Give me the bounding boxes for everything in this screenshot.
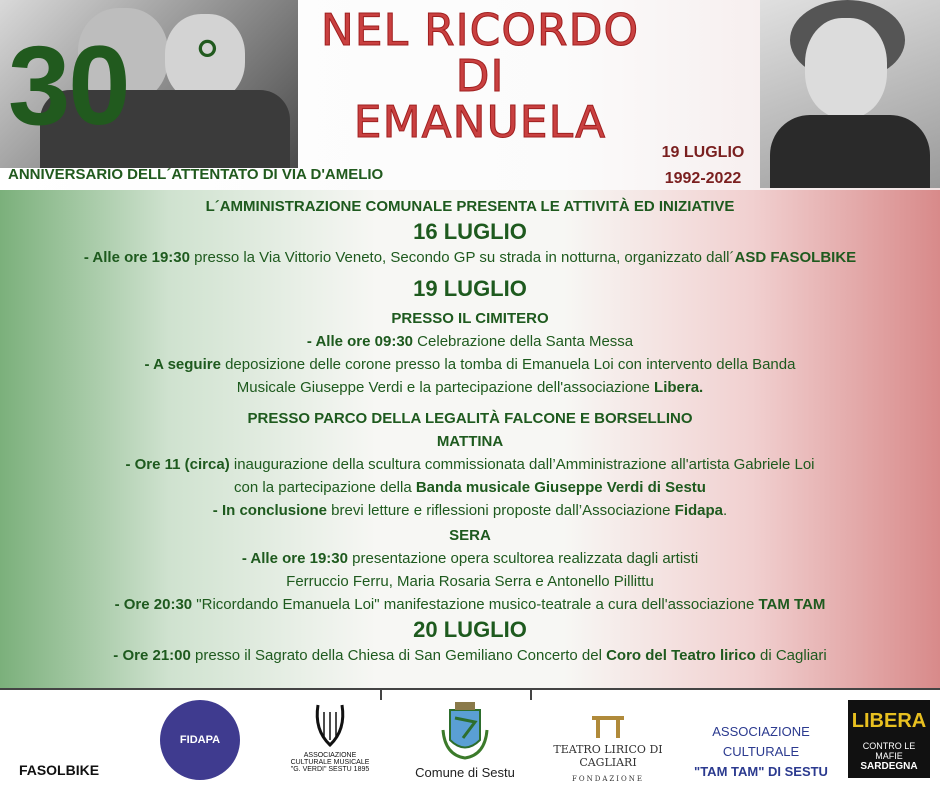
- event-19-2: [0, 353, 940, 376]
- event-text: presso il Sagrato della Chiesa di San Gemiliano Concerto del: [190, 647, 607, 664]
- time-label: - Ore 11 (circa): [125, 456, 230, 473]
- event-19-4: [0, 453, 940, 476]
- event-text: deposizione delle corone presso la tomba di Emanuela Loi con intervento della Banda: [220, 356, 796, 373]
- event-19-8: Ferruccio Ferru, Maria Rosaria Serra e Antonello Pillittu: [286, 573, 654, 590]
- photo-emanuela-loi: [760, 0, 940, 188]
- time-label: - In conclusione: [212, 502, 327, 519]
- event-text: di Cagliari: [755, 647, 827, 664]
- fasolbike-logo: [14, 700, 104, 778]
- event-19-7: [0, 547, 940, 570]
- fasolbike-label: FASOLBIKE: [18, 762, 100, 778]
- photo-face: [805, 18, 887, 118]
- divider: [380, 688, 382, 700]
- intro-heading: L´AMMINISTRAZIONE COMUNALE PRESENTA LE ATTIVITÀ ED INIZIATIVE: [205, 198, 735, 215]
- comune-sestu-label: Comune di Sestu: [415, 765, 515, 780]
- coat-of-arms-icon: [435, 700, 495, 762]
- time-label: - Ore 21:00: [113, 647, 191, 664]
- event-text: Musicale Giuseppe Verdi e la partecipazione dell'associazione: [236, 379, 655, 396]
- association-name: Banda musicale Giuseppe Verdi di Sestu: [415, 479, 706, 496]
- libera-region: SARDEGNA: [860, 761, 918, 772]
- teatro-lirico-label: TEATRO LIRICO DI CAGLIARI: [553, 743, 663, 769]
- event-text: inaugurazione della scultura commissionata dall’Amministrazione all'artista Gabriele Loi: [229, 456, 815, 473]
- event-text: brevi letture e riflessioni proposte dall’Associazione: [326, 502, 675, 519]
- evening-label: SERA: [449, 527, 491, 544]
- lyre-icon: [310, 700, 350, 750]
- divider: [530, 688, 532, 700]
- time-label: - Alle ore 19:30: [83, 249, 190, 266]
- program-content: [0, 195, 940, 667]
- event-19-1: [0, 330, 940, 353]
- period: .: [723, 502, 728, 519]
- event-20-1: [0, 644, 940, 667]
- fidapa-logo: [160, 700, 240, 780]
- event-19-5: [0, 476, 940, 499]
- event-19-3: [0, 376, 940, 399]
- tam-tam-line-1: ASSOCIAZIONE CULTURALE: [712, 724, 810, 759]
- day-heading-19: 19 LUGLIO: [413, 276, 527, 301]
- morning-label: MATTINA: [436, 433, 504, 450]
- day-heading-16: 16 LUGLIO: [413, 219, 527, 244]
- anniversary-number: 30: [8, 23, 129, 148]
- tam-tam-line-2: "TAM TAM" DI SESTU: [694, 764, 828, 779]
- title-line-2: DI: [455, 51, 505, 102]
- fidapa-label: FIDAPA: [179, 734, 221, 746]
- libera-title: LIBERA: [851, 710, 927, 732]
- memorial-date: [648, 140, 758, 192]
- banda-verdi-label: ASSOCIAZIONE CULTURALE MUSICALE "G. VERDI" SESTU 1895: [290, 752, 370, 773]
- time-label: - A seguire: [144, 356, 221, 373]
- event-text: Celebrazione della Santa Messa: [413, 333, 634, 350]
- time-label: - Alle ore 19:30: [241, 550, 348, 567]
- libera-logo: [848, 700, 930, 778]
- event-text: presso la Via Vittorio Veneto, Secondo GP su strada in notturna, organizzato dall´: [189, 249, 735, 266]
- theatre-icon: [588, 714, 628, 740]
- anniversary-subtitle: ANNIVERSARIO DELL´ATTENTATO DI VIA D'AMELIO: [8, 166, 384, 183]
- event-16-1: [0, 246, 940, 269]
- title-line-3: EMANUELA: [353, 97, 607, 148]
- libera-tagline: CONTRO LE MAFIE: [862, 741, 916, 761]
- main-title: [320, 5, 640, 148]
- degree-symbol: °: [195, 28, 220, 97]
- association-name: Fidapa: [674, 502, 724, 519]
- association-name: Coro del Teatro lirico: [606, 647, 756, 664]
- photo-uniform: [770, 115, 930, 188]
- event-text: con la partecipazione della: [234, 479, 416, 496]
- place-cemetery: PRESSO IL CIMITERO: [391, 310, 549, 327]
- comune-sestu-logo: [405, 700, 525, 780]
- event-text: "Ricordando Emanuela Loi" manifestazione musico-teatrale a cura dell'associazione: [192, 596, 759, 613]
- title-line-1: NEL RICORDO: [320, 5, 640, 56]
- day-heading-20: 20 LUGLIO: [413, 617, 527, 642]
- place-park: PRESSO PARCO DELLA LEGALITÀ FALCONE E BORSELLINO: [247, 410, 693, 427]
- banda-verdi-logo: [290, 700, 370, 780]
- time-label: - Ore 20:30: [114, 596, 193, 613]
- teatro-lirico-logo: [538, 700, 678, 783]
- time-label: - Alle ore 09:30: [306, 333, 414, 350]
- event-19-9: [0, 593, 940, 616]
- association-name: TAM TAM: [758, 596, 826, 613]
- date-years: 1992-2022: [664, 170, 742, 187]
- organizer: ASD FASOLBIKE: [734, 249, 857, 266]
- event-text: presentazione opera scultorea realizzata dagli artisti: [347, 550, 699, 567]
- date-day: 19 LUGLIO: [661, 144, 745, 161]
- association-name: Libera.: [654, 379, 704, 396]
- tam-tam-logo: [686, 722, 836, 782]
- teatro-fondazione-label: FONDAZIONE: [572, 775, 644, 783]
- event-19-6: [0, 499, 940, 522]
